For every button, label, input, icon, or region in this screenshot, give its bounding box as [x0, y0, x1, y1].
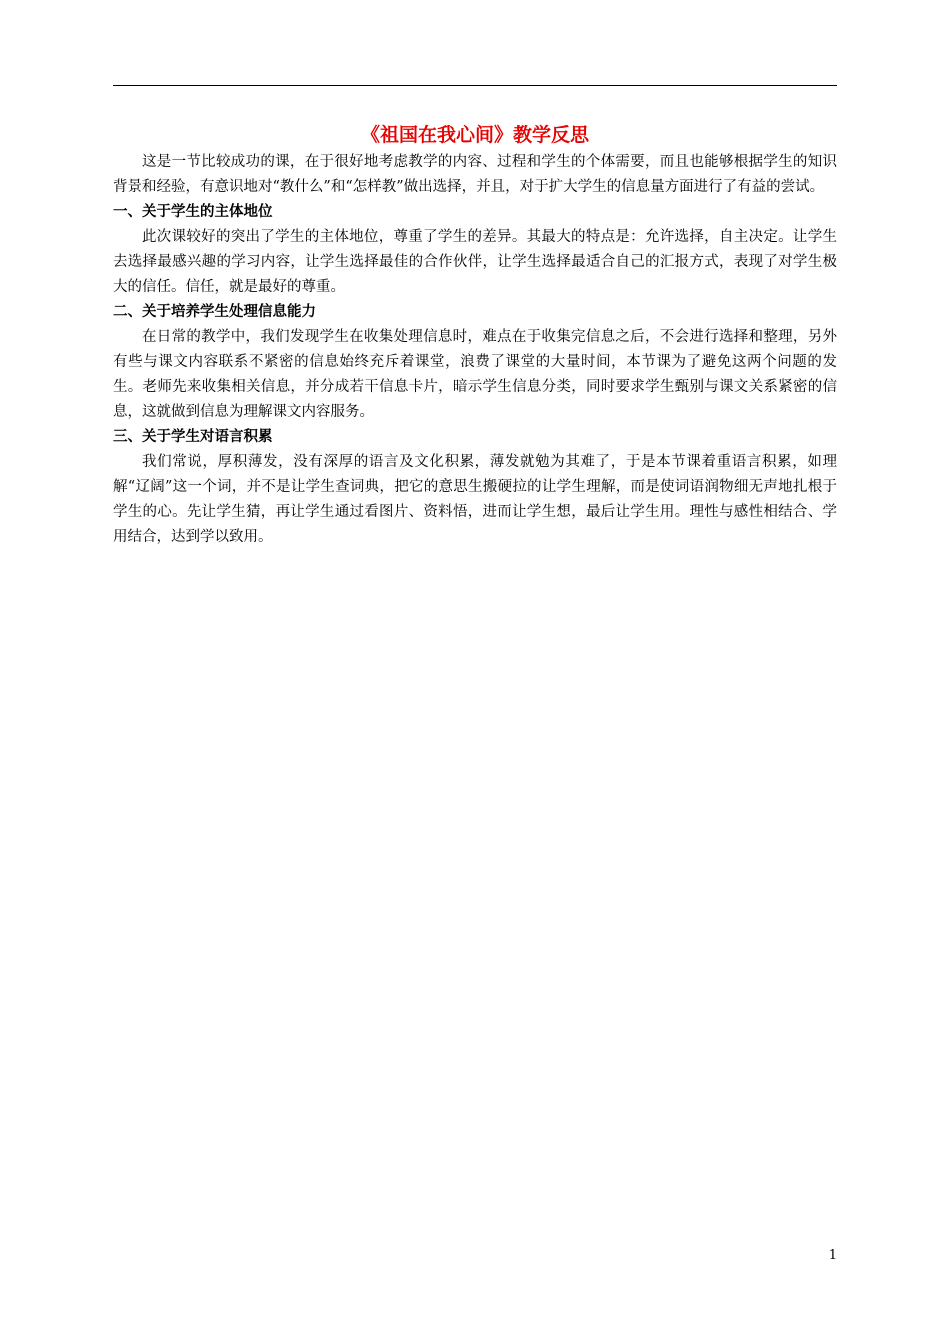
section-body-3: 我们常说，厚积薄发，没有深厚的语言及文化积累，薄发就勉为其难了，于是本节课着重语言积累，如理解“辽阔”这一个词，并不是让学生查词典，把它的意思生搬硬拉的让学生理解，而是使词语润物细无声地扎根于学生的心。先让学生猜，再让学生通过看图片、资料悟，进而让学生想，最后让学生用。理性与感性相结合、学用结合，达到学以致用。 — [113, 454, 837, 545]
section-body-1: 此次课较好的突出了学生的主体地位，尊重了学生的差异。其最大的特点是：允许选择，自主决定。让学生去选择最感兴趣的学习内容，让学生选择最佳的合作伙伴，让学生选择最适合自己的汇报方式，表现了对学生极大的信任。信任，就是最好的尊重。 — [113, 229, 837, 295]
section-body-2: 在日常的教学中，我们发现学生在收集处理信息时，难点在于收集完信息之后，不会进行选择和整理，另外有些与课文内容联系不紧密的信息始终充斥着课堂，浪费了课堂的大量时间，本节课为了避免这两个问题的发生。老师先来收集相关信息，并分成若干信息卡片，暗示学生信息分类，同时要求学生甄别与课文关系紧密的信息，这就做到信息为理解课文内容服务。 — [113, 329, 837, 420]
header-rule — [113, 85, 837, 86]
intro-paragraph: 这是一节比较成功的课，在于很好地考虑教学的内容、过程和学生的个体需要，而且也能够根据学生的知识背景和经验，有意识地对“教什么”和“怎样教”做出选择，并且，对于扩大学生的信息量方面进行了有益的尝试。 — [113, 154, 837, 195]
section-heading-3: 三、关于学生对语言积累 — [113, 429, 273, 445]
document-body — [113, 120, 837, 550]
section-heading-1: 一、关于学生的主体地位 — [113, 204, 273, 220]
section-heading-2: 二、关于培养学生处理信息能力 — [113, 304, 316, 320]
page-number: 1 — [828, 1248, 837, 1263]
document-title: 《祖国在我心间》教学反思 — [360, 124, 589, 146]
